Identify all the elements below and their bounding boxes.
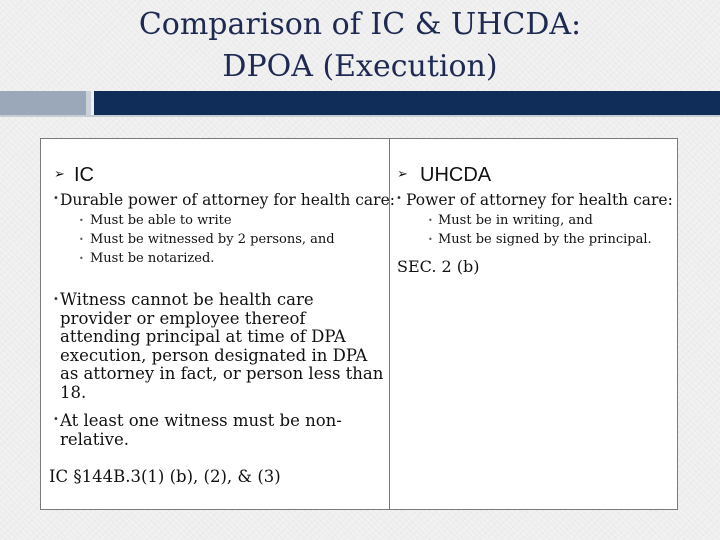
- sub-bullet-icon: •: [428, 216, 433, 225]
- bullet-icon: •: [53, 414, 59, 425]
- title-line-2: DPOA (Execution): [222, 49, 498, 84]
- decorative-bar-right: [94, 91, 720, 115]
- bullet-icon: •: [53, 294, 59, 305]
- decorative-bar-accent: [86, 91, 91, 115]
- sub-bullet-icon: •: [79, 254, 84, 263]
- ic-item-witness-restrictions: Witness cannot be health care provider or employee thereof attending principal at time of DPA execution, person designated in DPA as attorney in fact, or person less than 18.: [60, 290, 384, 402]
- decorative-bar-shadow: [0, 115, 720, 117]
- uhcda-heading: UHCDA: [420, 164, 492, 186]
- uhcda-sub-item: Must be in writing, and: [438, 213, 593, 228]
- decorative-bar-left: [0, 91, 89, 115]
- sub-bullet-icon: •: [79, 235, 84, 244]
- sub-bullet-icon: •: [79, 216, 84, 225]
- arrow-bullet-icon: ➢: [397, 167, 408, 182]
- uhcda-item-poa: Power of attorney for health care:: [406, 191, 673, 209]
- uhcda-sub-item: Must be signed by the principal.: [438, 232, 652, 247]
- ic-sub-item: Must be witnessed by 2 persons, and: [90, 232, 335, 247]
- ic-sub-item: Must be notarized.: [90, 251, 215, 266]
- arrow-bullet-icon: ➢: [54, 167, 65, 182]
- bullet-icon: •: [53, 193, 59, 204]
- title-line-1: Comparison of IC & UHCDA:: [138, 7, 582, 42]
- ic-citation: IC §144B.3(1) (b), (2), & (3): [49, 467, 281, 486]
- ic-item-durable-poa: Durable power of attorney for health care:: [60, 191, 395, 209]
- ic-sub-item: Must be able to write: [90, 213, 232, 228]
- uhcda-citation: SEC. 2 (b): [397, 257, 480, 276]
- sub-bullet-icon: •: [428, 235, 433, 244]
- bullet-icon: •: [396, 193, 402, 204]
- ic-heading: IC: [74, 164, 94, 186]
- ic-item-non-relative: At least one witness must be non-relative.: [60, 411, 342, 449]
- slide-title: [0, 4, 720, 88]
